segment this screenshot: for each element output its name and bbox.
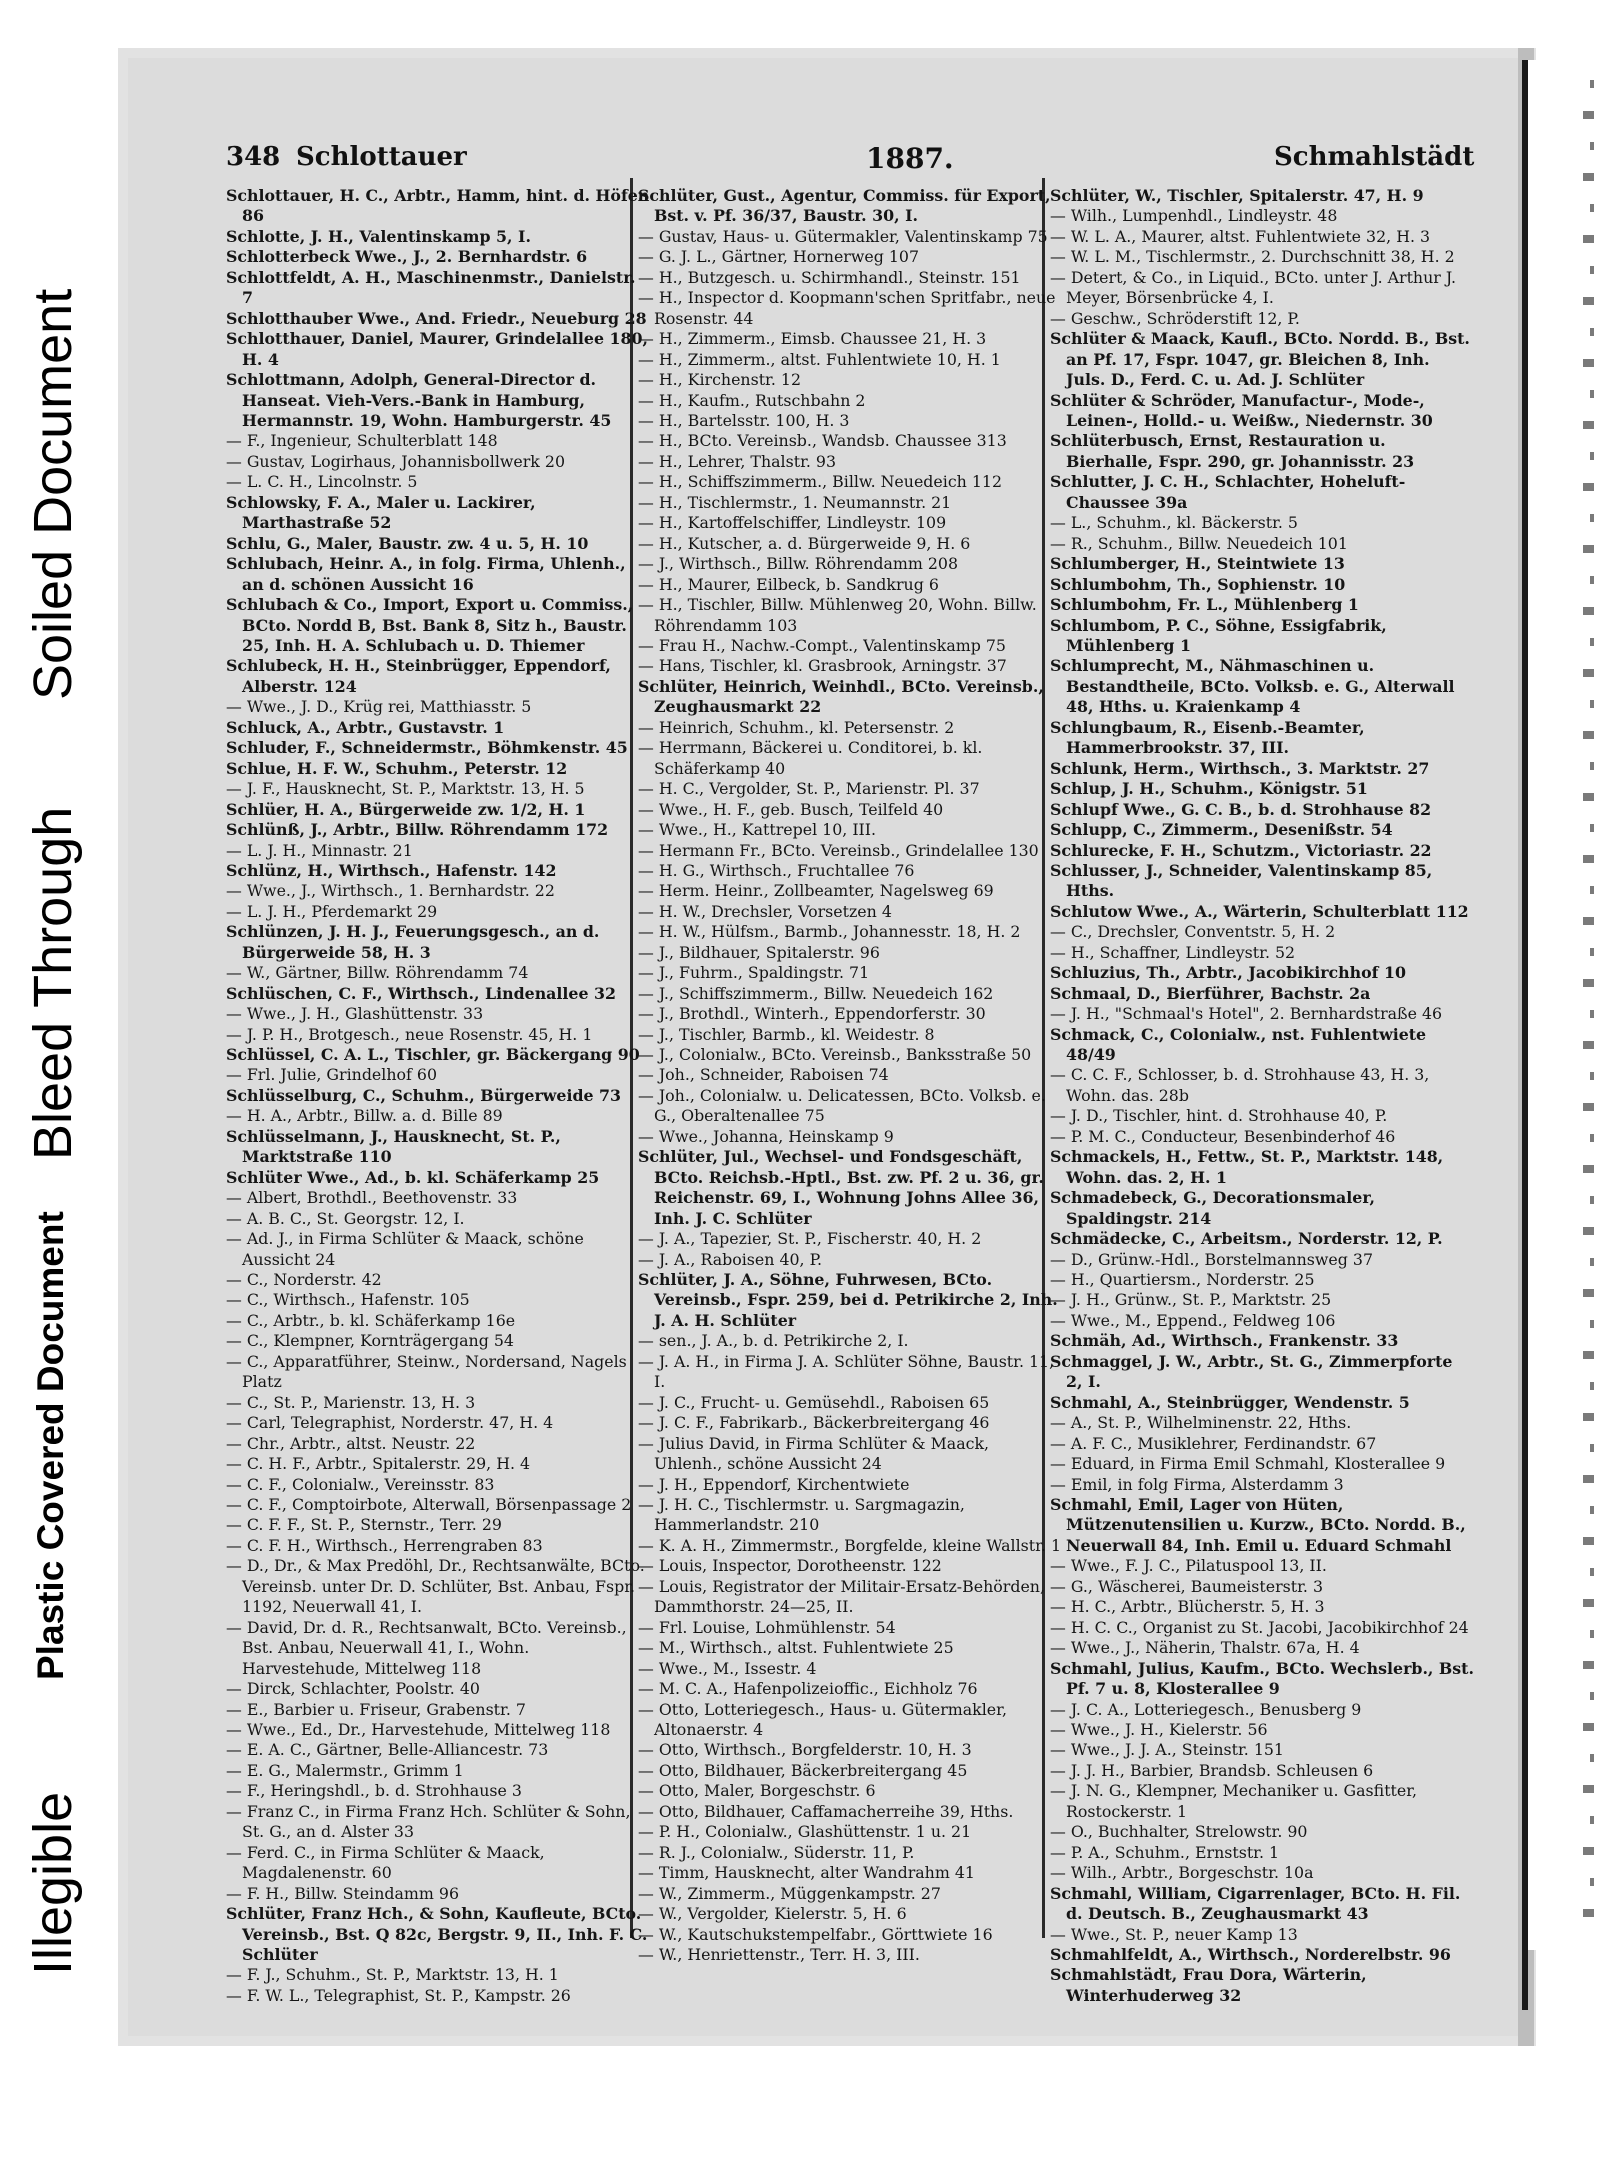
directory-entry: Schmahl, Julius, Kaufm., BCto. Wechslerb., Bst. Pf. 7 u. 8, Klosterallee 9 bbox=[1050, 1658, 1474, 1699]
directory-entry: — Frl. Louise, Lohmühlenstr. 54 bbox=[638, 1617, 896, 1637]
directory-entry: — C. F., Comptoirbote, Alterwall, Börsenpassage 2 bbox=[226, 1495, 632, 1514]
directory-entry: — Detert, & Co., in Liquid., BCto. unter J. Arthur J. Meyer, Börsenbrücke 4, I. bbox=[1050, 267, 1456, 308]
directory-entry: — J. F., Hausknecht, St. P., Marktstr. 13, H. 5 bbox=[226, 779, 585, 799]
directory-column-1 bbox=[226, 186, 650, 2006]
directory-entry: — Wwe., J. H., Kielerstr. 56 bbox=[1050, 1719, 1268, 1739]
directory-entry: — Wwe., J. H., Glashüttenstr. 33 bbox=[226, 1004, 484, 1024]
directory-entry: Schluder, F., Schneidermstr., Böhmkenstr. 45 bbox=[226, 738, 628, 758]
directory-entry: — F. J., Schuhm., St. P., Marktstr. 13, H. 1 bbox=[226, 1965, 559, 1985]
directory-entry: — W., Zimmerm., Müggenkampstr. 27 bbox=[638, 1883, 941, 1903]
directory-entry: Schlumbohm, Fr. L., Mühlenberg 1 bbox=[1050, 595, 1359, 615]
bleed-mark bbox=[1583, 1723, 1594, 1731]
directory-entry: Schlusser, J., Schneider, Valentinskamp 85, Hths. bbox=[1050, 860, 1433, 901]
directory-entry: — Otto, Wirthsch., Borgfelderstr. 10, H. 3 bbox=[638, 1740, 972, 1760]
directory-entry: — D., Grünw.-Hdl., Borstelmannsweg 37 bbox=[1050, 1249, 1373, 1269]
directory-entry: Schlüter Wwe., Ad., b. kl. Schäferkamp 25 bbox=[226, 1167, 600, 1187]
bleed-mark bbox=[1583, 917, 1594, 925]
bleed-mark bbox=[1590, 1692, 1594, 1700]
directory-entry: — J. P. H., Brotgesch., neue Rosenstr. 45, H. 1 bbox=[226, 1024, 593, 1044]
directory-entry: — Wwe., H., Kattrepel 10, III. bbox=[638, 820, 877, 840]
directory-entry: — J. H., Grünw., St. P., Marktstr. 25 bbox=[1050, 1290, 1332, 1310]
bleed-mark bbox=[1583, 855, 1594, 863]
directory-entry: — H., Lehrer, Thalstr. 93 bbox=[638, 451, 837, 471]
directory-entry: — J., Colonialw., BCto. Vereinsb., Banksstraße 50 bbox=[638, 1045, 1032, 1065]
directory-entry: Schluck, A., Arbtr., Gustavstr. 1 bbox=[226, 717, 505, 737]
bleed-mark bbox=[1590, 886, 1594, 894]
directory-entry: Schlupf Wwe., G. C. B., b. d. Strohhause 82 bbox=[1050, 799, 1432, 819]
directory-entry: — Gustav, Haus- u. Gütermakler, Valentinskamp 75 bbox=[638, 226, 1048, 246]
directory-entry: — H., Zimmerm., altst. Fuhlentwiete 10, H. 1 bbox=[638, 349, 1001, 369]
bleed-mark bbox=[1583, 793, 1594, 801]
directory-entry: — R. J., Colonialw., Süderstr. 11, P. bbox=[638, 1842, 915, 1862]
bleed-mark bbox=[1583, 1785, 1594, 1793]
directory-entry: — H. W., Hülfsm., Barmb., Johannesstr. 18, H. 2 bbox=[638, 922, 1021, 942]
directory-entry: — Wwe., J., Wirthsch., 1. Bernhardstr. 22 bbox=[226, 881, 555, 901]
label-illegible: Illegible bbox=[23, 1791, 83, 1975]
directory-entry: — W., Gärtner, Billw. Röhrendamm 74 bbox=[226, 963, 529, 983]
directory-entry: — Albert, Brothdl., Beethovenstr. 33 bbox=[226, 1188, 518, 1208]
bleed-mark bbox=[1590, 824, 1594, 832]
bleed-mark bbox=[1590, 1754, 1594, 1762]
bleed-mark bbox=[1590, 1258, 1594, 1266]
directory-entry: Schlunk, Herm., Wirthsch., 3. Marktstr. 27 bbox=[1050, 758, 1430, 778]
bleed-mark bbox=[1583, 1041, 1594, 1049]
directory-entry: — H., Kartoffelschiffer, Lindleystr. 109 bbox=[638, 513, 947, 533]
bleed-mark bbox=[1583, 483, 1594, 491]
page-surface bbox=[128, 58, 1526, 2036]
adjacent-page-strip bbox=[1528, 60, 1600, 1950]
directory-entry: — L. J. H., Pferdemarkt 29 bbox=[226, 901, 438, 921]
directory-entry: — Timm, Hausknecht, alter Wandrahm 41 bbox=[638, 1863, 975, 1883]
directory-entry: — H., Kirchenstr. 12 bbox=[638, 370, 802, 390]
directory-entry: — W., Henriettenstr., Terr. H. 3, III. bbox=[638, 1944, 920, 1964]
directory-entry: — H., BCto. Vereinsb., Wandsb. Chaussee 313 bbox=[638, 431, 1007, 451]
directory-entry: — Herrmann, Bäckerei u. Conditorei, b. kl. Schäferkamp 40 bbox=[638, 738, 983, 778]
directory-entry: — J., Bildhauer, Spitalerstr. 96 bbox=[638, 942, 880, 962]
directory-entry: Schlutter, J. C. H., Schlachter, Hoheluft-Chaussee 39a bbox=[1050, 472, 1406, 512]
directory-entry: Schlüter & Schröder, Manufactur-, Mode-, Leinen-, Holld.- u. Weißw., Niedernstr. 30 bbox=[1050, 390, 1433, 430]
directory-entry: — Wilh., Arbtr., Borgeschstr. 10a bbox=[1050, 1863, 1314, 1883]
directory-entry: Schlotterbeck Wwe., J., 2. Bernhardstr. 6 bbox=[226, 247, 588, 267]
bleed-mark bbox=[1583, 1289, 1594, 1297]
directory-entry: — Emil, in folg Firma, Alsterdamm 3 bbox=[1050, 1474, 1344, 1494]
directory-entry: Schmack, C., Colonialw., nst. Fuhlentwiete 48/49 bbox=[1050, 1024, 1427, 1065]
directory-entry: — M. C. A., Hafenpolizeioffic., Eichholz 76 bbox=[638, 1679, 978, 1699]
directory-entry: — Hermann Fr., BCto. Vereinsb., Grindelallee 130 bbox=[638, 840, 1039, 860]
bleed-mark bbox=[1590, 266, 1594, 274]
directory-entry: — Wwe., J. D., Krüg rei, Matthiasstr. 5 bbox=[226, 697, 532, 717]
directory-entry: Schmaggel, J. W., Arbtr., St. G., Zimmerpforte 2, I. bbox=[1050, 1351, 1453, 1392]
directory-entry: — W., Kautschukstempelfabr., Görttwiete 16 bbox=[638, 1924, 993, 1944]
directory-entry: — J., Schiffszimmerm., Billw. Neuedeich 162 bbox=[638, 983, 994, 1003]
directory-entry: — sen., J. A., b. d. Petrikirche 2, I. bbox=[638, 1331, 909, 1351]
directory-entry: — H. C., Vergolder, St. P., Marienstr. Pl. 37 bbox=[638, 779, 980, 799]
directory-entry: — David, Dr. d. R., Rechtsanwalt, BCto. Vereinsb., Bst. Anbau, Neuerwall 41, I., Wohn. Harvestehude, Mittelweg 118 bbox=[226, 1617, 627, 1678]
directory-entry: Schlumbom, P. C., Söhne, Essigfabrik, Mühlenberg 1 bbox=[1050, 615, 1387, 655]
directory-entry: — Dirck, Schlachter, Poolstr. 40 bbox=[226, 1679, 480, 1699]
directory-entry: — W. L. A., Maurer, altst. Fuhlentwiete 32, H. 3 bbox=[1050, 226, 1431, 246]
directory-entry: — Heinrich, Schuhm., kl. Petersenstr. 2 bbox=[638, 717, 955, 737]
directory-entry: Schmahlfeldt, A., Wirthsch., Norderelbstr. 96 bbox=[1050, 1944, 1451, 1964]
directory-entry: Schmadebeck, G., Decorationsmaler, Spaldingstr. 214 bbox=[1050, 1188, 1375, 1228]
directory-entry: Schlünzen, J. H. J., Feuerungsgesch., an d. Bürgerweide 58, H. 3 bbox=[226, 922, 600, 962]
directory-entry: — H., Tischler, Billw. Mühlenweg 20, Wohn. Billw. Röhrendamm 103 bbox=[638, 595, 1037, 635]
directory-entry: — L. C. H., Lincolnstr. 5 bbox=[226, 472, 418, 492]
directory-entry: Schlüschen, C. F., Wirthsch., Lindenallee 32 bbox=[226, 983, 617, 1003]
bleed-mark bbox=[1590, 1196, 1594, 1204]
bleed-mark bbox=[1583, 607, 1594, 615]
scanned-page bbox=[118, 48, 1536, 2046]
directory-entry: Schlurecke, F. H., Schutzm., Victoriastr. 22 bbox=[1050, 840, 1432, 860]
directory-entry: Schlubach, Heinr. A., in folg. Firma, Uhlenh., an d. schönen Aussicht 16 bbox=[226, 554, 626, 594]
bleed-mark bbox=[1583, 545, 1594, 553]
bleed-mark bbox=[1583, 1227, 1594, 1235]
directory-entry: — C., Norderstr. 42 bbox=[226, 1270, 382, 1290]
directory-entry: — H., Kutscher, a. d. Bürgerweide 9, H. 6 bbox=[638, 533, 971, 553]
directory-entry: — J. C. A., Lotteriegesch., Benusberg 9 bbox=[1050, 1699, 1362, 1719]
directory-entry: — Wwe., Ed., Dr., Harvestehude, Mittelweg 118 bbox=[226, 1719, 611, 1739]
directory-entry: — P. M. C., Conducteur, Besenbinderhof 46 bbox=[1050, 1126, 1396, 1146]
directory-entry: Schlottfeldt, A. H., Maschinenmstr., Danielstr. 7 bbox=[226, 267, 636, 308]
directory-entry: — Carl, Telegraphist, Norderstr. 47, H. 4 bbox=[226, 1413, 554, 1433]
side-banner bbox=[0, 0, 96, 2177]
directory-entry: — H., Zimmerm., Eimsb. Chaussee 21, H. 3 bbox=[638, 329, 987, 349]
directory-entry: Schlüter, Gust., Agentur, Commiss. für Export, Bst. v. Pf. 36/37, Baustr. 30, I. bbox=[638, 186, 1051, 226]
directory-entry: — J. C., Frucht- u. Gemüsehdl., Raboisen 65 bbox=[638, 1392, 990, 1412]
directory-entry: — C. F., Colonialw., Vereinsstr. 83 bbox=[226, 1474, 495, 1494]
directory-entry: — Hans, Tischler, kl. Grasbrook, Arningstr. 37 bbox=[638, 656, 1007, 676]
directory-entry: — Wwe., M., Issestr. 4 bbox=[638, 1658, 817, 1678]
label-soiled-document: Soiled Document bbox=[23, 288, 83, 700]
bleed-mark bbox=[1590, 1506, 1594, 1514]
directory-entry: Schlotte, J. H., Valentinskamp 5, I. bbox=[226, 226, 531, 246]
directory-entry: — H., Butzgesch. u. Schirmhandl., Steinstr. 151 bbox=[638, 267, 1021, 287]
directory-entry: Schlüterbusch, Ernst, Restauration u. Bierhalle, Fspr. 290, gr. Johannisstr. 23 bbox=[1050, 431, 1415, 471]
directory-entry: — J. H., Eppendorf, Kirchentwiete bbox=[638, 1474, 910, 1494]
directory-entry: — H., Bartelsstr. 100, H. 3 bbox=[638, 410, 850, 430]
bleed-mark bbox=[1590, 1816, 1594, 1824]
directory-entry: Schlottmann, Adolph, General-Director d. Hanseat. Vieh-Vers.-Bank in Hamburg, Hermannstr. 19, Wohn. Hamburgerstr. 45 bbox=[226, 370, 612, 430]
bleed-mark bbox=[1590, 1878, 1594, 1886]
directory-column-2 bbox=[638, 186, 1062, 1965]
directory-entry: Schmahl, William, Cigarrenlager, BCto. H. Fil. d. Deutsch. B., Zeughausmarkt 43 bbox=[1050, 1883, 1461, 1924]
directory-entry: — J. C. F., Fabrikarb., Bäckerbreitergang 46 bbox=[638, 1413, 990, 1433]
directory-entry: — M., Wirthsch., altst. Fuhlentwiete 25 bbox=[638, 1638, 954, 1658]
directory-entry: Schlüter, Heinrich, Weinhdl., BCto. Vereinsb., Zeughausmarkt 22 bbox=[638, 676, 1044, 717]
directory-entry: Schmädecke, C., Arbeitsm., Norderstr. 12, P. bbox=[1050, 1229, 1443, 1249]
directory-entry: — Gustav, Logirhaus, Johannisbollwerk 20 bbox=[226, 451, 565, 471]
bleed-mark bbox=[1590, 204, 1594, 212]
directory-entry: — Wwe., St. P., neuer Kamp 13 bbox=[1050, 1924, 1298, 1944]
directory-entry: — J. J. H., Barbier, Brandsb. Schleusen 6 bbox=[1050, 1760, 1374, 1780]
bleed-mark bbox=[1583, 1475, 1594, 1483]
directory-entry: Schmackels, H., Fettw., St. P., Marktstr. 148, Wohn. das. 2, H. 1 bbox=[1050, 1147, 1444, 1187]
directory-entry: Schlünz, H., Wirthsch., Hafenstr. 142 bbox=[226, 860, 557, 880]
directory-entry: — P. H., Colonialw., Glashüttenstr. 1 u. 21 bbox=[638, 1822, 972, 1842]
directory-entry: — H. W., Drechsler, Vorsetzen 4 bbox=[638, 901, 892, 921]
directory-entry: — H., Maurer, Eilbeck, b. Sandkrug 6 bbox=[638, 574, 939, 594]
directory-entry: Schlottauer, H. C., Arbtr., Hamm, hint. d. Höfen 86 bbox=[226, 186, 650, 226]
bleed-mark bbox=[1583, 111, 1594, 119]
directory-entry: Schlue, H. F. W., Schuhm., Peterstr. 12 bbox=[226, 758, 568, 778]
directory-entry: — Geschw., Schröderstift 12, P. bbox=[1050, 308, 1300, 328]
bleed-mark bbox=[1590, 638, 1594, 646]
directory-entry: — Louis, Registrator der Militair-Ersatz-Behörden, Dammthorstr. 24—25, II. bbox=[638, 1576, 1045, 1617]
directory-entry: Schlüsselmann, J., Hausknecht, St. P., Marktstraße 110 bbox=[226, 1126, 561, 1167]
bleed-mark bbox=[1590, 1010, 1594, 1018]
directory-entry: — G., Wäscherei, Baumeisterstr. 3 bbox=[1050, 1576, 1323, 1596]
bleed-mark bbox=[1590, 80, 1594, 88]
directory-entry: — C., Drechsler, Conventstr. 5, H. 2 bbox=[1050, 922, 1336, 942]
bleed-mark bbox=[1583, 669, 1594, 677]
bleed-mark bbox=[1583, 1103, 1594, 1111]
bleed-mark bbox=[1590, 1630, 1594, 1638]
bleed-mark bbox=[1583, 1661, 1594, 1669]
directory-entry: Schlotthauer, Daniel, Maurer, Grindelallee 180, H. 4 bbox=[226, 329, 649, 369]
directory-entry: — C. H. F., Arbtr., Spitalerstr. 29, H. 4 bbox=[226, 1454, 531, 1474]
directory-entry: Schlup, J. H., Schuhm., Königstr. 51 bbox=[1050, 779, 1368, 799]
directory-entry: — A. F. C., Musiklehrer, Ferdinandstr. 67 bbox=[1050, 1433, 1377, 1453]
directory-entry: — F. W. L., Telegraphist, St. P., Kampstr. 26 bbox=[226, 1985, 571, 2005]
directory-entry: — C. C. F., Schlosser, b. d. Strohhause 43, H. 3, Wohn. das. 28b bbox=[1050, 1065, 1430, 1105]
directory-entry: Schlumprecht, M., Nähmaschinen u. Bestandtheile, BCto. Volksb. e. G., Alterwall 48, Hths. u. Kraienkamp 4 bbox=[1050, 656, 1455, 717]
directory-entry: — C., Klempner, Kornträgergang 54 bbox=[226, 1331, 514, 1351]
directory-entry: — J. H. C., Tischlermstr. u. Sargmagazin, Hammerlandstr. 210 bbox=[638, 1495, 965, 1535]
bleed-mark bbox=[1590, 328, 1594, 336]
directory-entry: Schlumbohm, Th., Sophienstr. 10 bbox=[1050, 574, 1346, 594]
bleed-mark bbox=[1583, 1537, 1594, 1545]
directory-entry: Schlüsselburg, C., Schuhm., Bürgerweide 73 bbox=[226, 1085, 622, 1105]
directory-entry: — Frau H., Nachw.-Compt., Valentinskamp 75 bbox=[638, 635, 1006, 655]
directory-entry: — J. H., "Schmaal's Hotel", 2. Bernhardstraße 46 bbox=[1050, 1004, 1443, 1024]
directory-entry: Schluzius, Th., Arbtr., Jacobikirchhof 10 bbox=[1050, 963, 1406, 983]
directory-entry: — W. L. M., Tischlermstr., 2. Durchschnitt 38, H. 2 bbox=[1050, 247, 1455, 267]
directory-entry: — Frl. Julie, Grindelhof 60 bbox=[226, 1065, 437, 1085]
bleed-mark bbox=[1590, 1444, 1594, 1452]
directory-entry: — H., Schaffner, Lindleystr. 52 bbox=[1050, 942, 1296, 962]
directory-entry: — Ferd. C., in Firma Schlüter & Maack, Magdalenenstr. 60 bbox=[226, 1842, 545, 1883]
directory-entry: — Wwe., J. J. A., Steinstr. 151 bbox=[1050, 1740, 1284, 1760]
directory-entry: — F., Heringshdl., b. d. Strohhause 3 bbox=[226, 1781, 522, 1801]
directory-entry: Schlubach & Co., Import, Export u. Commiss., BCto. Nordd B, Bst. Bank 8, Sitz h., Baustr. 25, Inh. H. A. Schlubach u. D. Thiemer bbox=[226, 595, 634, 655]
directory-entry: Schlüter & Maack, Kaufl., BCto. Nordd. B., Bst. an Pf. 17, Fspr. 1047, gr. Bleichen 8, Inh. Juls. D., Ferd. C. u. Ad. J. Schlüter bbox=[1050, 329, 1470, 390]
directory-entry: — E. A. C., Gärtner, Belle-Alliancestr. 73 bbox=[226, 1740, 549, 1760]
directory-entry: Schlüter, J. A., Söhne, Fuhrwesen, BCto. Vereinsb., Fspr. 259, bei d. Petrikirche 2, Inh. J. A. H. Schlüter bbox=[638, 1270, 1058, 1330]
directory-entry: — K. A. H., Zimmermstr., Borgfelde, kleine Wallstr. 1 bbox=[638, 1535, 1062, 1555]
directory-entry: — J. A., Tapezier, St. P., Fischerstr. 40, H. 2 bbox=[638, 1229, 982, 1249]
directory-entry: — C. F. F., St. P., Sternstr., Terr. 29 bbox=[226, 1515, 502, 1535]
directory-entry: — L. J. H., Minnastr. 21 bbox=[226, 840, 413, 860]
directory-entry: — H., Quartiersm., Norderstr. 25 bbox=[1050, 1270, 1315, 1290]
directory-entry: — E. G., Malermstr., Grimm 1 bbox=[226, 1760, 464, 1780]
directory-entry: — C., Apparatführer, Steinw., Nordersand, Nagels Platz bbox=[226, 1351, 627, 1392]
bleed-mark bbox=[1590, 576, 1594, 584]
directory-entry: — A. B. C., St. Georgstr. 12, I. bbox=[226, 1208, 465, 1228]
bleed-mark bbox=[1590, 1382, 1594, 1390]
directory-entry: Schlungbaum, R., Eisenb.-Beamter, Hammerbrookstr. 37, III. bbox=[1050, 717, 1365, 758]
directory-entry: — H. C. C., Organist zu St. Jacobi, Jacobikirchhof 24 bbox=[1050, 1617, 1469, 1637]
bleed-mark bbox=[1583, 1413, 1594, 1421]
directory-entry: Schmaal, D., Bierführer, Bachstr. 2a bbox=[1050, 983, 1371, 1003]
directory-entry: Schlupp, C., Zimmerm., Desenißstr. 54 bbox=[1050, 820, 1393, 840]
directory-entry: — H., Inspector d. Koopmann'schen Spritfabr., neue Rosenstr. 44 bbox=[638, 288, 1056, 328]
directory-entry: Schlüter, Franz Hch., & Sohn, Kaufleute, BCto. Vereinsb., Bst. Q 82c, Bergstr. 9, II., Inh. F. C. Schlüter bbox=[226, 1904, 648, 1964]
directory-entry: — Wwe., M., Eppend., Feldweg 106 bbox=[1050, 1310, 1336, 1330]
label-plastic-covered: Plastic Covered Document bbox=[30, 1211, 71, 1680]
directory-entry: — C., Arbtr., b. kl. Schäferkamp 16e bbox=[226, 1310, 516, 1330]
directory-column-3 bbox=[1050, 186, 1474, 2006]
directory-entry: — J. A., Raboisen 40, P. bbox=[638, 1249, 823, 1269]
directory-entry: — H. G., Wirthsch., Fruchtallee 76 bbox=[638, 860, 915, 880]
directory-entry: — L., Schuhm., kl. Bäckerstr. 5 bbox=[1050, 513, 1298, 533]
bleed-mark bbox=[1583, 297, 1594, 305]
directory-entry: — C., Wirthsch., Hafenstr. 105 bbox=[226, 1290, 470, 1310]
directory-entry: Schlüssel, C. A. L., Tischler, gr. Bäckergang 90 bbox=[226, 1045, 640, 1065]
directory-entry: — Louis, Inspector, Dorotheenstr. 122 bbox=[638, 1556, 942, 1576]
year-heading: 1887. bbox=[866, 142, 954, 175]
directory-entry: — Chr., Arbtr., altst. Neustr. 22 bbox=[226, 1433, 476, 1453]
bleed-mark bbox=[1583, 173, 1594, 181]
bleed-mark bbox=[1583, 1165, 1594, 1173]
directory-entry: — Wwe., H. F., geb. Busch, Teilfeld 40 bbox=[638, 799, 944, 819]
bleed-mark bbox=[1590, 700, 1594, 708]
directory-entry: — H., Kaufm., Rutschbahn 2 bbox=[638, 390, 866, 410]
bleed-mark bbox=[1583, 979, 1594, 987]
directory-entry: — Joh., Colonialw. u. Delicatessen, BCto. Volksb. e. G., Oberaltenallee 75 bbox=[638, 1085, 1046, 1126]
directory-entry: — A., St. P., Wilhelminenstr. 22, Hths. bbox=[1050, 1413, 1352, 1433]
directory-entry: — Otto, Bildhauer, Bäckerbreitergang 45 bbox=[638, 1760, 968, 1780]
directory-entry: — Wilh., Lumpenhdl., Lindleystr. 48 bbox=[1050, 206, 1338, 226]
directory-entry: Schlumberger, H., Steintwiete 13 bbox=[1050, 554, 1345, 574]
directory-entry: Schlubeck, H. H., Steinbrügger, Eppendorf, Alberstr. 124 bbox=[226, 656, 611, 696]
bleed-mark bbox=[1583, 1909, 1594, 1917]
directory-entry: — Joh., Schneider, Raboisen 74 bbox=[638, 1065, 889, 1085]
directory-entry: — Otto, Lotteriegesch., Haus- u. Gütermakler, Altonaerstr. 4 bbox=[638, 1699, 1007, 1739]
bleed-mark bbox=[1590, 1072, 1594, 1080]
directory-entry: Schlüter, W., Tischler, Spitalerstr. 47, H. 9 bbox=[1050, 186, 1424, 205]
directory-entry: — Ad. J., in Firma Schlüter & Maack, schöne Aussicht 24 bbox=[226, 1229, 584, 1269]
directory-entry: Schlünß, J., Arbtr., Billw. Röhrendamm 172 bbox=[226, 820, 609, 840]
directory-entry: — R., Schuhm., Billw. Neuedeich 101 bbox=[1050, 533, 1348, 553]
directory-entry: — W., Vergolder, Kielerstr. 5, H. 6 bbox=[638, 1904, 907, 1924]
directory-entry: — Herm. Heinr., Zollbeamter, Nagelsweg 69 bbox=[638, 881, 994, 901]
page-number: 348 bbox=[226, 142, 281, 172]
directory-entry: Schlowsky, F. A., Maler u. Lackirer, Marthastraße 52 bbox=[226, 492, 536, 533]
bleed-mark bbox=[1590, 142, 1594, 150]
directory-entry: Schmäh, Ad., Wirthsch., Frankenstr. 33 bbox=[1050, 1331, 1399, 1351]
directory-entry: — Otto, Maler, Borgeschstr. 6 bbox=[638, 1781, 876, 1801]
bleed-mark bbox=[1590, 1568, 1594, 1576]
running-head-left: Schlottauer bbox=[296, 142, 467, 172]
directory-entry: — H. C., Arbtr., Blücherstr. 5, H. 3 bbox=[1050, 1597, 1325, 1617]
directory-entry: — H. A., Arbtr., Billw. a. d. Bille 89 bbox=[226, 1106, 503, 1126]
directory-entry: — O., Buchhalter, Strelowstr. 90 bbox=[1050, 1822, 1308, 1842]
directory-entry: — C., St. P., Marienstr. 13, H. 3 bbox=[226, 1392, 476, 1412]
directory-entry: — J. D., Tischler, hint. d. Strohhause 40, P. bbox=[1050, 1106, 1388, 1126]
directory-entry: — J. A. H., in Firma J. A. Schlüter Söhne, Baustr. 11, I. bbox=[638, 1351, 1055, 1392]
directory-entry: Schlu, G., Maler, Baustr. zw. 4 u. 5, H. 10 bbox=[226, 533, 589, 553]
directory-entry: — Wwe., F. J. C., Pilatuspool 13, II. bbox=[1050, 1556, 1327, 1576]
directory-entry: — Wwe., J., Näherin, Thalstr. 67a, H. 4 bbox=[1050, 1638, 1360, 1658]
bleed-mark bbox=[1590, 514, 1594, 522]
directory-entry: — Franz C., in Firma Franz Hch. Schlüter & Sohn, St. G., an d. Alster 33 bbox=[226, 1801, 631, 1842]
bleed-mark bbox=[1590, 1320, 1594, 1328]
bleed-mark bbox=[1583, 235, 1594, 243]
directory-entry: — J., Fuhrm., Spaldingstr. 71 bbox=[638, 963, 870, 983]
directory-entry: — Julius David, in Firma Schlüter & Maack, Uhlenh., schöne Aussicht 24 bbox=[638, 1433, 990, 1474]
bleed-mark bbox=[1583, 1351, 1594, 1359]
directory-entry: Schmahlstädt, Frau Dora, Wärterin, Winterhuderweg 32 bbox=[1050, 1965, 1367, 2005]
bleed-mark bbox=[1583, 731, 1594, 739]
directory-entry: — H., Tischlermstr., 1. Neumannstr. 21 bbox=[638, 492, 952, 512]
directory-entry: — C. F. H., Wirthsch., Herrengraben 83 bbox=[226, 1535, 543, 1555]
bleed-mark bbox=[1590, 1134, 1594, 1142]
bleed-mark bbox=[1590, 390, 1594, 398]
directory-entry: — F., Ingenieur, Schulterblatt 148 bbox=[226, 431, 498, 451]
page-header bbox=[226, 138, 1475, 178]
directory-entry: — F. H., Billw. Steindamm 96 bbox=[226, 1883, 460, 1903]
bleed-mark bbox=[1590, 948, 1594, 956]
bleed-mark bbox=[1583, 1847, 1594, 1855]
directory-entry: Schlotthauber Wwe., And. Friedr., Neueburg 28 bbox=[226, 308, 647, 328]
directory-entry: Schmahl, Emil, Lager von Hüten, Mützenutensilien u. Kurzw., BCto. Nordd. B., Neuerwall 84, Inh. Emil u. Eduard Schmahl bbox=[1050, 1495, 1466, 1555]
directory-entry: Schlüter, Jul., Wechsel- und Fondsgeschäft, BCto. Reichsb.-Hptl., Bst. zw. Pf. 2 u. 36, gr. Reichenstr. 69, I., Wohnung Johns Allee 36, Inh. J. C. Schlüter bbox=[638, 1147, 1044, 1228]
directory-entry: Schlutow Wwe., A., Wärterin, Schulterblatt 112 bbox=[1050, 901, 1469, 921]
directory-entry: — G. J. L., Gärtner, Hornerweg 107 bbox=[638, 247, 920, 267]
directory-entry: — J., Wirthsch., Billw. Röhrendamm 208 bbox=[638, 554, 959, 574]
directory-entry: — J., Tischler, Barmb., kl. Weidestr. 8 bbox=[638, 1024, 935, 1044]
label-bleed-through: Bleed Through bbox=[23, 806, 83, 1160]
bleed-mark bbox=[1583, 1599, 1594, 1607]
directory-entry: — Eduard, in Firma Emil Schmahl, Klosterallee 9 bbox=[1050, 1454, 1446, 1474]
directory-entry: — P. A., Schuhm., Ernststr. 1 bbox=[1050, 1842, 1280, 1862]
directory-entry: Schmahl, A., Steinbrügger, Wendenstr. 5 bbox=[1050, 1392, 1410, 1412]
directory-entry: — E., Barbier u. Friseur, Grabenstr. 7 bbox=[226, 1699, 526, 1719]
directory-entry: — J., Brothdl., Winterh., Eppendorferstr. 30 bbox=[638, 1004, 986, 1024]
running-head-right: Schmahlstädt bbox=[1274, 142, 1475, 172]
directory-entry: — Wwe., Johanna, Heinskamp 9 bbox=[638, 1126, 894, 1146]
directory-entry: Schlüer, H. A., Bürgerweide zw. 1/2, H. 1 bbox=[226, 799, 586, 819]
bleed-mark bbox=[1583, 359, 1594, 367]
directory-entry: — D., Dr., & Max Predöhl, Dr., Rechtsanwälte, BCto. Vereinsb. unter Dr. D. Schlüter, Bst. Anbau, Fspr. 1192, Neuerwall 41, I. bbox=[226, 1556, 645, 1617]
directory-entry: — Otto, Bildhauer, Caffamacherreihe 39, Hths. bbox=[638, 1801, 1014, 1821]
bleed-mark bbox=[1590, 452, 1594, 460]
bleed-mark bbox=[1590, 762, 1594, 770]
bleed-mark bbox=[1583, 421, 1594, 429]
directory-entry: — J. N. G., Klempner, Mechaniker u. Gasfitter, Rostockerstr. 1 bbox=[1050, 1781, 1418, 1821]
directory-entry: — H., Schiffszimmerm., Billw. Neuedeich 112 bbox=[638, 472, 1003, 492]
